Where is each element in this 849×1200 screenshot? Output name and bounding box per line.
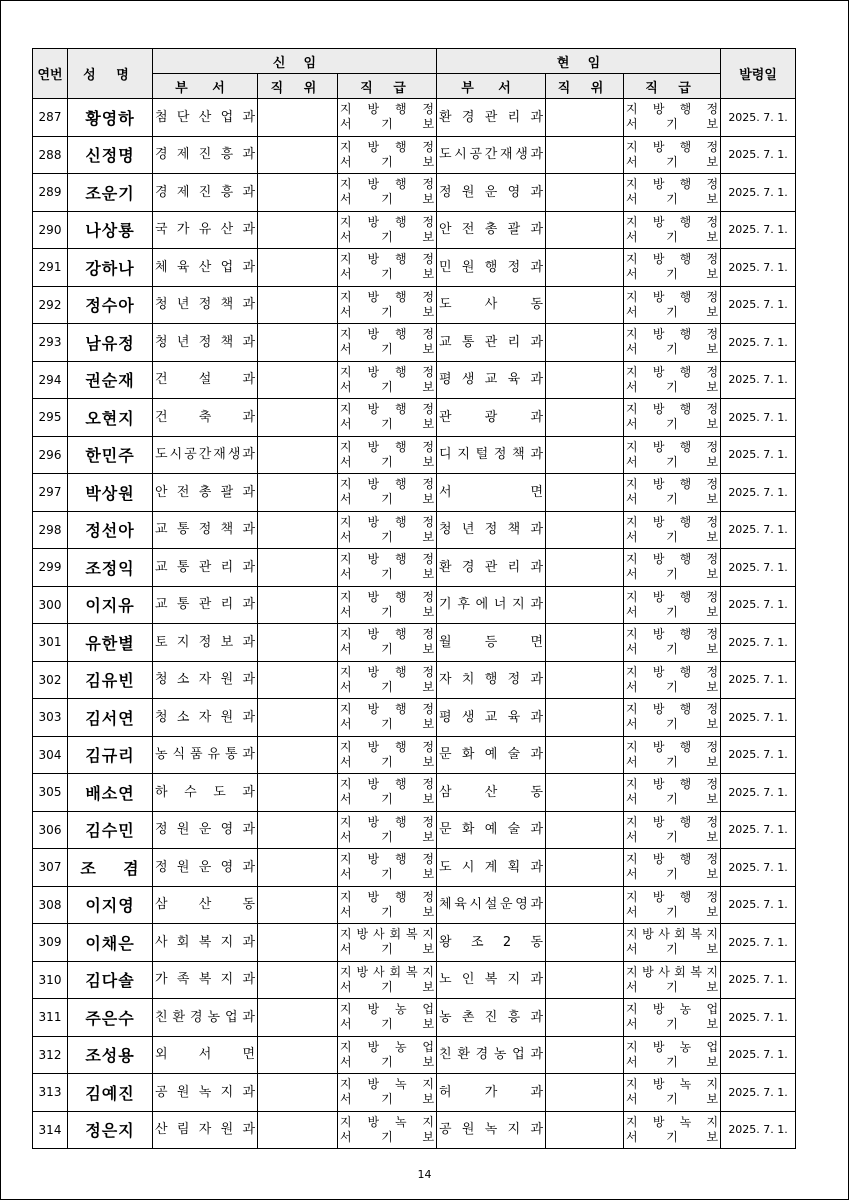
row-number: 291 xyxy=(33,249,68,287)
current-dept: 도 사 동 xyxy=(437,286,546,324)
current-dept: 문 화 예 술 과 xyxy=(437,736,546,774)
employee-name: 김규리 xyxy=(68,736,153,774)
table-row xyxy=(33,961,796,999)
employee-name: 조 겸 xyxy=(68,849,153,887)
row-number: 308 xyxy=(33,886,68,924)
table-row xyxy=(33,661,796,699)
header-cur-position: 직 위 xyxy=(546,74,624,99)
appointment-date: 2025. 7. 1. xyxy=(721,699,796,737)
new-grade: 지 방 녹 지 서 기 보 xyxy=(338,1111,437,1149)
new-grade: 지 방 행 정 서 기 보 xyxy=(338,624,437,662)
table-row xyxy=(33,324,796,362)
table-row xyxy=(33,624,796,662)
new-dept: 청 년 정 책 과 xyxy=(153,324,258,362)
new-position xyxy=(258,586,338,624)
current-dept: 노 인 복 지 과 xyxy=(437,961,546,999)
new-dept: 정 원 운 영 과 xyxy=(153,811,258,849)
row-number: 295 xyxy=(33,399,68,437)
new-dept: 건 설 과 xyxy=(153,361,258,399)
current-position xyxy=(546,624,624,662)
current-dept: 민 원 행 정 과 xyxy=(437,249,546,287)
current-position xyxy=(546,961,624,999)
new-dept: 첨 단 산 업 과 xyxy=(153,99,258,137)
current-position xyxy=(546,774,624,812)
table-row xyxy=(33,286,796,324)
current-grade: 지 방 행 정 서 기 보 xyxy=(624,436,721,474)
table-row xyxy=(33,699,796,737)
table-row xyxy=(33,99,796,137)
new-position xyxy=(258,136,338,174)
table-row xyxy=(33,774,796,812)
new-grade: 지 방 행 정 서 기 보 xyxy=(338,361,437,399)
current-dept: 안 전 총 괄 과 xyxy=(437,211,546,249)
new-grade: 지 방 행 정 서 기 보 xyxy=(338,511,437,549)
new-grade: 지 방 행 정 서 기 보 xyxy=(338,211,437,249)
appointment-date: 2025. 7. 1. xyxy=(721,511,796,549)
current-position xyxy=(546,811,624,849)
new-grade: 지 방 행 정 서 기 보 xyxy=(338,136,437,174)
new-dept: 도 시 공 간 재 생 과 xyxy=(153,436,258,474)
new-position xyxy=(258,1036,338,1074)
new-position xyxy=(258,249,338,287)
current-dept: 체 육 시 설 운 영 과 xyxy=(437,886,546,924)
employee-name: 이지유 xyxy=(68,586,153,624)
appointment-date: 2025. 7. 1. xyxy=(721,174,796,212)
employee-name: 강하나 xyxy=(68,249,153,287)
employee-name: 유한별 xyxy=(68,624,153,662)
new-position xyxy=(258,924,338,962)
appointment-date: 2025. 7. 1. xyxy=(721,924,796,962)
new-grade: 지 방 행 정 서 기 보 xyxy=(338,586,437,624)
current-dept: 허 가 과 xyxy=(437,1074,546,1112)
current-grade: 지 방 행 정 서 기 보 xyxy=(624,399,721,437)
appointment-date: 2025. 7. 1. xyxy=(721,361,796,399)
employee-name: 오현지 xyxy=(68,399,153,437)
appointment-date: 2025. 7. 1. xyxy=(721,1074,796,1112)
personnel-table xyxy=(32,48,796,1149)
current-grade: 지 방 사 회 복 지 서 기 보 xyxy=(624,961,721,999)
current-position xyxy=(546,361,624,399)
table-row xyxy=(33,849,796,887)
current-position xyxy=(546,699,624,737)
table-row xyxy=(33,549,796,587)
new-grade: 지 방 행 정 서 기 보 xyxy=(338,886,437,924)
new-position xyxy=(258,886,338,924)
current-dept: 기 후 에 너 지 과 xyxy=(437,586,546,624)
table-row xyxy=(33,924,796,962)
employee-name: 정선아 xyxy=(68,511,153,549)
current-grade: 지 방 녹 지 서 기 보 xyxy=(624,1111,721,1149)
current-position xyxy=(546,324,624,362)
row-number: 297 xyxy=(33,474,68,512)
row-number: 302 xyxy=(33,661,68,699)
row-number: 303 xyxy=(33,699,68,737)
current-position xyxy=(546,249,624,287)
current-position xyxy=(546,736,624,774)
row-number: 311 xyxy=(33,999,68,1037)
appointment-date: 2025. 7. 1. xyxy=(721,811,796,849)
table-row xyxy=(33,174,796,212)
appointment-date: 2025. 7. 1. xyxy=(721,399,796,437)
current-position xyxy=(546,511,624,549)
current-grade: 지 방 행 정 서 기 보 xyxy=(624,699,721,737)
appointment-date: 2025. 7. 1. xyxy=(721,586,796,624)
table-row xyxy=(33,399,796,437)
table-body xyxy=(33,99,796,1149)
new-grade: 지 방 행 정 서 기 보 xyxy=(338,811,437,849)
current-position xyxy=(546,474,624,512)
appointment-date: 2025. 7. 1. xyxy=(721,999,796,1037)
current-grade: 지 방 행 정 서 기 보 xyxy=(624,211,721,249)
table-row xyxy=(33,1111,796,1149)
row-number: 305 xyxy=(33,774,68,812)
header-date: 발령일 xyxy=(721,49,796,99)
current-grade: 지 방 녹 지 서 기 보 xyxy=(624,1074,721,1112)
current-dept: 삼 산 동 xyxy=(437,774,546,812)
employee-name: 조정익 xyxy=(68,549,153,587)
page-number: 14 xyxy=(417,1168,432,1181)
current-grade: 지 방 농 업 서 기 보 xyxy=(624,1036,721,1074)
new-position xyxy=(258,961,338,999)
appointment-date: 2025. 7. 1. xyxy=(721,324,796,362)
row-number: 304 xyxy=(33,736,68,774)
row-number: 289 xyxy=(33,174,68,212)
employee-name: 신정명 xyxy=(68,136,153,174)
current-grade: 지 방 행 정 서 기 보 xyxy=(624,286,721,324)
employee-name: 나상룡 xyxy=(68,211,153,249)
new-position xyxy=(258,661,338,699)
new-grade: 지 방 행 정 서 기 보 xyxy=(338,99,437,137)
new-position xyxy=(258,324,338,362)
current-dept: 도 시 공 간 재 생 과 xyxy=(437,136,546,174)
new-dept: 교 통 관 리 과 xyxy=(153,549,258,587)
current-position xyxy=(546,1036,624,1074)
new-dept: 하 수 도 과 xyxy=(153,774,258,812)
table-header xyxy=(33,49,796,99)
appointment-date: 2025. 7. 1. xyxy=(721,136,796,174)
current-dept: 친 환 경 농 업 과 xyxy=(437,1036,546,1074)
current-position xyxy=(546,886,624,924)
current-dept: 평 생 교 육 과 xyxy=(437,361,546,399)
header-new-grade: 직 급 xyxy=(338,74,437,99)
new-grade: 지 방 행 정 서 기 보 xyxy=(338,399,437,437)
new-position xyxy=(258,399,338,437)
appointment-date: 2025. 7. 1. xyxy=(721,286,796,324)
table-row xyxy=(33,586,796,624)
new-position xyxy=(258,1074,338,1112)
new-position xyxy=(258,474,338,512)
current-grade: 지 방 행 정 서 기 보 xyxy=(624,249,721,287)
row-number: 310 xyxy=(33,961,68,999)
current-position xyxy=(546,999,624,1037)
current-grade: 지 방 행 정 서 기 보 xyxy=(624,361,721,399)
row-number: 306 xyxy=(33,811,68,849)
employee-name: 조성용 xyxy=(68,1036,153,1074)
current-grade: 지 방 행 정 서 기 보 xyxy=(624,99,721,137)
new-grade: 지 방 농 업 서 기 보 xyxy=(338,999,437,1037)
current-grade: 지 방 행 정 서 기 보 xyxy=(624,136,721,174)
new-dept: 안 전 총 괄 과 xyxy=(153,474,258,512)
new-grade: 지 방 행 정 서 기 보 xyxy=(338,286,437,324)
appointment-date: 2025. 7. 1. xyxy=(721,1111,796,1149)
row-number: 313 xyxy=(33,1074,68,1112)
appointment-date: 2025. 7. 1. xyxy=(721,661,796,699)
current-position xyxy=(546,174,624,212)
row-number: 296 xyxy=(33,436,68,474)
employee-name: 이지영 xyxy=(68,886,153,924)
row-number: 290 xyxy=(33,211,68,249)
new-dept: 교 통 정 책 과 xyxy=(153,511,258,549)
new-grade: 지 방 행 정 서 기 보 xyxy=(338,174,437,212)
new-position xyxy=(258,811,338,849)
current-dept: 평 생 교 육 과 xyxy=(437,699,546,737)
new-position xyxy=(258,624,338,662)
table-row xyxy=(33,1036,796,1074)
new-dept: 외 서 면 xyxy=(153,1036,258,1074)
current-dept: 교 통 관 리 과 xyxy=(437,324,546,362)
row-number: 293 xyxy=(33,324,68,362)
row-number: 307 xyxy=(33,849,68,887)
employee-name: 황영하 xyxy=(68,99,153,137)
employee-name: 배소연 xyxy=(68,774,153,812)
current-grade: 지 방 행 정 서 기 보 xyxy=(624,549,721,587)
row-number: 298 xyxy=(33,511,68,549)
new-grade: 지 방 행 정 서 기 보 xyxy=(338,249,437,287)
new-grade: 지 방 행 정 서 기 보 xyxy=(338,324,437,362)
new-dept: 교 통 관 리 과 xyxy=(153,586,258,624)
employee-name: 김다솔 xyxy=(68,961,153,999)
row-number: 299 xyxy=(33,549,68,587)
current-position xyxy=(546,586,624,624)
new-position xyxy=(258,699,338,737)
employee-name: 정은지 xyxy=(68,1111,153,1149)
header-cur-grade: 직 급 xyxy=(624,74,721,99)
current-position xyxy=(546,211,624,249)
appointment-date: 2025. 7. 1. xyxy=(721,211,796,249)
row-number: 309 xyxy=(33,924,68,962)
new-grade: 지 방 행 정 서 기 보 xyxy=(338,474,437,512)
new-position xyxy=(258,774,338,812)
current-grade: 지 방 행 정 서 기 보 xyxy=(624,586,721,624)
row-number: 292 xyxy=(33,286,68,324)
current-grade: 지 방 행 정 서 기 보 xyxy=(624,849,721,887)
new-grade: 지 방 행 정 서 기 보 xyxy=(338,774,437,812)
current-dept: 디 지 털 정 책 과 xyxy=(437,436,546,474)
new-grade: 지 방 행 정 서 기 보 xyxy=(338,549,437,587)
employee-name: 정수아 xyxy=(68,286,153,324)
new-dept: 산 림 자 원 과 xyxy=(153,1111,258,1149)
table-row xyxy=(33,211,796,249)
new-grade: 지 방 농 업 서 기 보 xyxy=(338,1036,437,1074)
current-grade: 지 방 행 정 서 기 보 xyxy=(624,736,721,774)
new-position xyxy=(258,1111,338,1149)
table-row xyxy=(33,886,796,924)
new-dept: 삼 산 동 xyxy=(153,886,258,924)
new-dept: 토 지 정 보 과 xyxy=(153,624,258,662)
table-row xyxy=(33,136,796,174)
current-dept: 정 원 운 영 과 xyxy=(437,174,546,212)
header-seq: 연번 xyxy=(33,49,68,99)
new-grade: 지 방 사 회 복 지 서 기 보 xyxy=(338,924,437,962)
current-dept: 관 광 과 xyxy=(437,399,546,437)
new-position xyxy=(258,549,338,587)
new-dept: 경 제 진 흥 과 xyxy=(153,174,258,212)
new-position xyxy=(258,436,338,474)
current-position xyxy=(546,436,624,474)
table-row xyxy=(33,1074,796,1112)
current-grade: 지 방 행 정 서 기 보 xyxy=(624,774,721,812)
new-position xyxy=(258,174,338,212)
current-grade: 지 방 행 정 서 기 보 xyxy=(624,474,721,512)
employee-name: 조운기 xyxy=(68,174,153,212)
current-grade: 지 방 행 정 서 기 보 xyxy=(624,811,721,849)
current-position xyxy=(546,924,624,962)
current-grade: 지 방 농 업 서 기 보 xyxy=(624,999,721,1037)
new-grade: 지 방 행 정 서 기 보 xyxy=(338,849,437,887)
appointment-date: 2025. 7. 1. xyxy=(721,736,796,774)
new-grade: 지 방 행 정 서 기 보 xyxy=(338,661,437,699)
new-dept: 공 원 녹 지 과 xyxy=(153,1074,258,1112)
current-dept: 도 시 계 획 과 xyxy=(437,849,546,887)
current-position xyxy=(546,99,624,137)
employee-name: 남유정 xyxy=(68,324,153,362)
employee-name: 주은수 xyxy=(68,999,153,1037)
current-dept: 문 화 예 술 과 xyxy=(437,811,546,849)
appointment-date: 2025. 7. 1. xyxy=(721,849,796,887)
current-dept: 자 치 행 정 과 xyxy=(437,661,546,699)
current-position xyxy=(546,399,624,437)
row-number: 312 xyxy=(33,1036,68,1074)
current-grade: 지 방 사 회 복 지 서 기 보 xyxy=(624,924,721,962)
row-number: 314 xyxy=(33,1111,68,1149)
row-number: 288 xyxy=(33,136,68,174)
table-row xyxy=(33,474,796,512)
table-row xyxy=(33,736,796,774)
current-position xyxy=(546,661,624,699)
employee-name: 김유빈 xyxy=(68,661,153,699)
new-position xyxy=(258,361,338,399)
header-new-group: 신 임 xyxy=(153,49,437,74)
header-current-group: 현 임 xyxy=(437,49,721,74)
table-row xyxy=(33,361,796,399)
appointment-date: 2025. 7. 1. xyxy=(721,1036,796,1074)
new-dept: 건 축 과 xyxy=(153,399,258,437)
row-number: 294 xyxy=(33,361,68,399)
new-dept: 농 식 품 유 통 과 xyxy=(153,736,258,774)
appointment-date: 2025. 7. 1. xyxy=(721,886,796,924)
table-row xyxy=(33,999,796,1037)
new-dept: 정 원 운 영 과 xyxy=(153,849,258,887)
table-row xyxy=(33,249,796,287)
header-new-dept: 부 서 xyxy=(153,74,258,99)
current-dept: 월 등 면 xyxy=(437,624,546,662)
employee-name: 한민주 xyxy=(68,436,153,474)
current-grade: 지 방 행 정 서 기 보 xyxy=(624,324,721,362)
employee-name: 이채은 xyxy=(68,924,153,962)
new-position xyxy=(258,736,338,774)
employee-name: 김수민 xyxy=(68,811,153,849)
current-grade: 지 방 행 정 서 기 보 xyxy=(624,174,721,212)
current-position xyxy=(546,1074,624,1112)
current-position xyxy=(546,136,624,174)
new-grade: 지 방 행 정 서 기 보 xyxy=(338,699,437,737)
new-position xyxy=(258,849,338,887)
new-dept: 가 족 복 지 과 xyxy=(153,961,258,999)
new-dept: 청 소 자 원 과 xyxy=(153,699,258,737)
current-position xyxy=(546,849,624,887)
current-position xyxy=(546,1111,624,1149)
new-position xyxy=(258,999,338,1037)
new-dept: 친 환 경 농 업 과 xyxy=(153,999,258,1037)
current-dept: 서 면 xyxy=(437,474,546,512)
row-number: 287 xyxy=(33,99,68,137)
current-position xyxy=(546,286,624,324)
new-grade: 지 방 녹 지 서 기 보 xyxy=(338,1074,437,1112)
employee-name: 김서연 xyxy=(68,699,153,737)
appointment-date: 2025. 7. 1. xyxy=(721,474,796,512)
new-dept: 경 제 진 흥 과 xyxy=(153,136,258,174)
new-position xyxy=(258,286,338,324)
new-dept: 사 회 복 지 과 xyxy=(153,924,258,962)
current-dept: 왕 조 2 동 xyxy=(437,924,546,962)
appointment-date: 2025. 7. 1. xyxy=(721,549,796,587)
table-row xyxy=(33,436,796,474)
current-grade: 지 방 행 정 서 기 보 xyxy=(624,624,721,662)
table-row xyxy=(33,511,796,549)
row-number: 301 xyxy=(33,624,68,662)
current-dept: 공 원 녹 지 과 xyxy=(437,1111,546,1149)
new-dept: 청 소 자 원 과 xyxy=(153,661,258,699)
current-dept: 환 경 관 리 과 xyxy=(437,549,546,587)
new-position xyxy=(258,511,338,549)
row-number: 300 xyxy=(33,586,68,624)
current-position xyxy=(546,549,624,587)
current-grade: 지 방 행 정 서 기 보 xyxy=(624,886,721,924)
new-dept: 국 가 유 산 과 xyxy=(153,211,258,249)
table-row xyxy=(33,811,796,849)
appointment-date: 2025. 7. 1. xyxy=(721,99,796,137)
header-cur-dept: 부 서 xyxy=(437,74,546,99)
appointment-date: 2025. 7. 1. xyxy=(721,249,796,287)
new-position xyxy=(258,211,338,249)
new-grade: 지 방 행 정 서 기 보 xyxy=(338,736,437,774)
appointment-date: 2025. 7. 1. xyxy=(721,624,796,662)
new-grade: 지 방 사 회 복 지 서 기 보 xyxy=(338,961,437,999)
current-grade: 지 방 행 정 서 기 보 xyxy=(624,511,721,549)
new-position xyxy=(258,99,338,137)
employee-name: 권순재 xyxy=(68,361,153,399)
current-dept: 청 년 정 책 과 xyxy=(437,511,546,549)
current-dept: 농 촌 진 흥 과 xyxy=(437,999,546,1037)
employee-name: 박상원 xyxy=(68,474,153,512)
current-dept: 환 경 관 리 과 xyxy=(437,99,546,137)
employee-name: 김예진 xyxy=(68,1074,153,1112)
new-dept: 청 년 정 책 과 xyxy=(153,286,258,324)
appointment-date: 2025. 7. 1. xyxy=(721,774,796,812)
header-new-position: 직 위 xyxy=(258,74,338,99)
header-name: 성 명 xyxy=(68,49,153,99)
new-grade: 지 방 행 정 서 기 보 xyxy=(338,436,437,474)
new-dept: 체 육 산 업 과 xyxy=(153,249,258,287)
appointment-date: 2025. 7. 1. xyxy=(721,436,796,474)
current-grade: 지 방 행 정 서 기 보 xyxy=(624,661,721,699)
appointment-date: 2025. 7. 1. xyxy=(721,961,796,999)
